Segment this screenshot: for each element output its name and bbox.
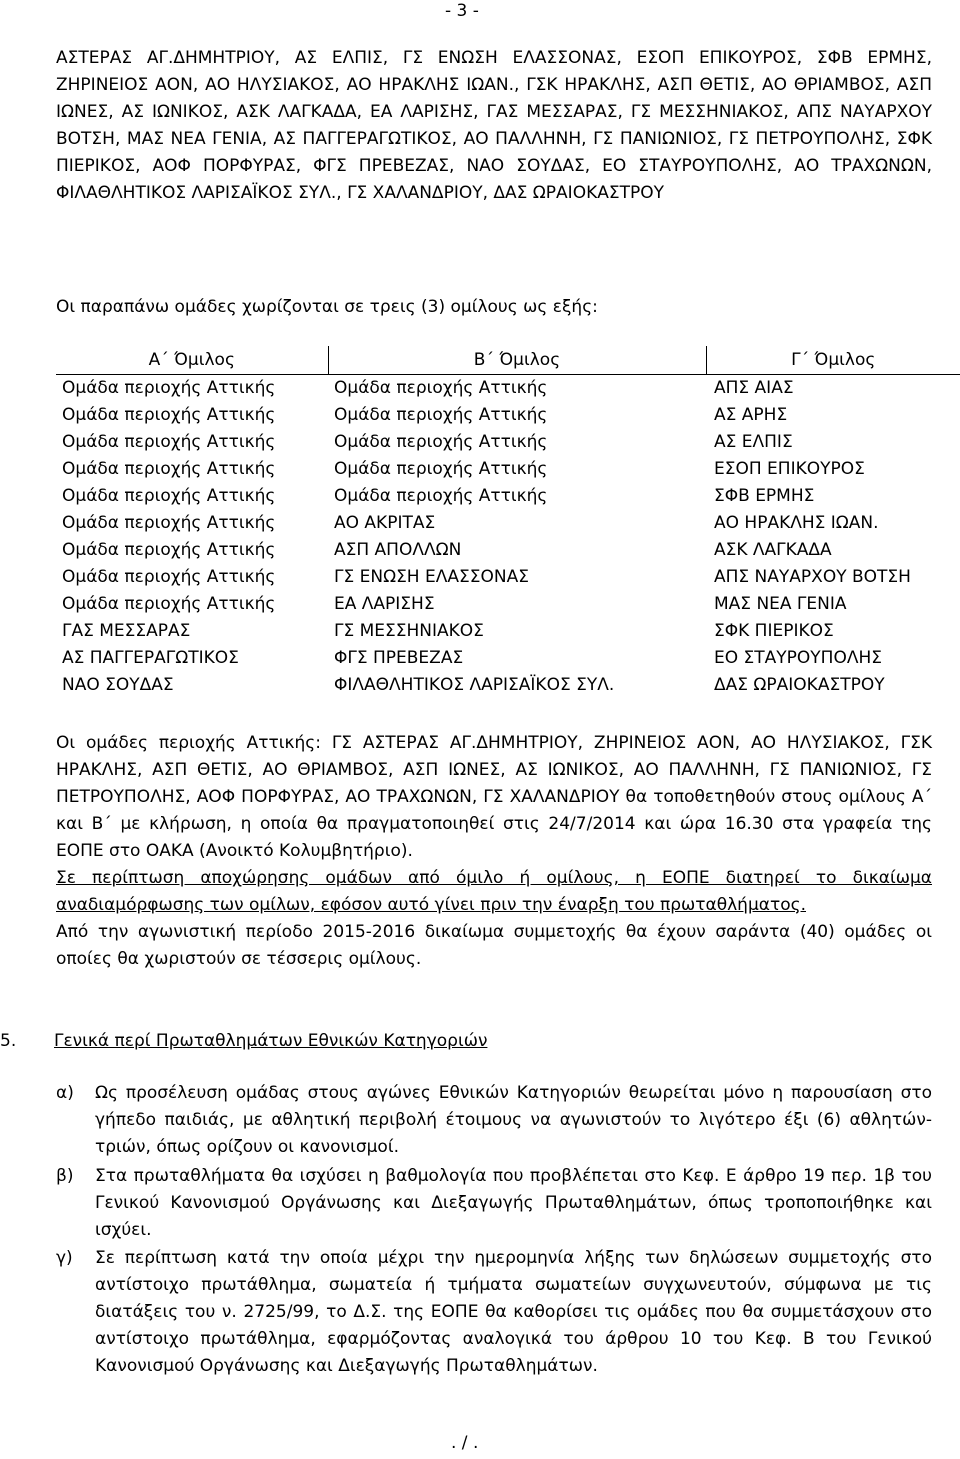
section-item-a (56, 1080, 932, 1161)
group-a-cell: Ομάδα περιοχής Αττικής (62, 432, 276, 452)
future-season-note: Από την αγωνιστική περίοδο 2015-2016 δικαίωμα συμμετοχής θα έχουν σαράντα (40) ομάδες οι οποίες θα χωριστούν σε τέσσερις ομίλους. (56, 922, 932, 969)
table-row (56, 456, 960, 483)
table-row (56, 483, 960, 510)
table-row (56, 537, 960, 564)
teams-paragraph: ΑΣΤΕΡΑΣ ΑΓ.ΔΗΜΗΤΡΙΟΥ, ΑΣ ΕΛΠΙΣ, ΓΣ ΕΝΩΣΗ ΕΛΑΣΣΟΝΑΣ, ΕΣΟΠ ΕΠΙΚΟΥΡΟΣ, ΣΦΒ ΕΡΜΗΣ, ΖΗΡΙΝΕΙΟΣ ΑΟΝ, ΑΟ ΗΛΥΣΙΑΚΟΣ, ΑΟ ΗΡΑΚΛΗΣ ΙΩΑΝ., ΓΣΚ ΗΡΑΚΛΗΣ, ΑΣΠ ΘΕΤΙΣ, ΑΟ ΘΡΙΑΜΒΟΣ, ΑΣΠ ΙΩΝΕΣ, ΑΣ ΙΩΝΙΚΟΣ, ΑΣΚ ΛΑΓΚΑΔΑ, ΕΑ ΛΑΡΙΣΗΣ, ΓΑΣ ΜΕΣΣΑΡΑΣ, ΓΣ ΜΕΣΣΗΝΙΑΚΟΣ, ΑΠΣ ΝΑΥΑΡΧΟΥ ΒΟΤΣΗ, ΜΑΣ ΝΕΑ ΓΕΝΙΑ, ΑΣ ΠΑΓΓΕΡΑΓΩΤΙΚΟΣ, ΑΟ ΠΑΛΛΗΝΗ, ΓΣ ΠΑΝΙΩΝΙΟΣ, ΓΣ ΠΕΤΡΟΥΠΟΛΗΣ, ΣΦΚ ΠΙΕΡΙΚΟΣ, ΑΟΦ ΠΟΡΦΥΡΑΣ, ΦΓΣ ΠΡΕΒΕΖΑΣ, ΝΑΟ ΣΟΥΔΑΣ, ΕΟ ΣΤΑΥΡΟΥΠΟΛΗΣ, ΑΟ ΤΡΑΧΩΝΩΝ, ΦΙΛΑΘΛΗΤΙΚΟΣ ΛΑΡΙΣΑΪΚΟΣ ΣΥΛ., ΓΣ ΧΑΛΑΝΔΡΙΟΥ, ΔΑΣ ΩΡΑΙΟΚΑΣΤΡΟΥ (56, 48, 932, 203)
item-marker: β) (56, 1166, 74, 1186)
group-c-cell: ΑΣ ΕΛΠΙΣ (714, 432, 793, 452)
groups-intro-line: Οι παραπάνω ομάδες χωρίζονται σε τρεις (3) ομίλους ως εξής: (56, 297, 598, 317)
groups-table (56, 346, 960, 699)
item-marker: γ) (56, 1248, 73, 1268)
group-c-cell: ΑΠΣ ΑΙΑΣ (714, 378, 794, 398)
group-a-cell: ΓΑΣ ΜΕΣΣΑΡΑΣ (62, 621, 191, 641)
group-c-cell: ΑΟ ΗΡΑΚΛΗΣ ΙΩΑΝ. (714, 513, 879, 533)
group-b-cell: ΓΣ ΜΕΣΣΗΝΙΑΚΟΣ (334, 621, 484, 641)
table-row (56, 672, 960, 699)
regrouping-right-notice: Σε περίπτωση αποχώρησης ομάδων από όμιλο ή ομίλους, η ΕΟΠΕ διατηρεί το δικαίωμα αναδιαμόρφωσης των ομίλων, εφόσον αυτό γίνει πριν την έναρξη του πρωταθλήματος. (56, 868, 932, 915)
group-a-header: Α΄ Όμιλος (56, 346, 328, 375)
group-b-cell: Ομάδα περιοχής Αττικής (334, 378, 548, 398)
section-item-c (56, 1245, 932, 1380)
group-a-cell: Ομάδα περιοχής Αττικής (62, 378, 276, 398)
group-b-cell: Ομάδα περιοχής Αττικής (334, 486, 548, 506)
attica-teams-text: Οι ομάδες περιοχής Αττικής: ΓΣ ΑΣΤΕΡΑΣ ΑΓ.ΔΗΜΗΤΡΙΟΥ, ΖΗΡΙΝΕΙΟΣ ΑΟΝ, ΑΟ ΗΛΥΣΙΑΚΟΣ, ΓΣΚ ΗΡΑΚΛΗΣ, ΑΣΠ ΘΕΤΙΣ, ΑΟ ΘΡΙΑΜΒΟΣ, ΑΣΠ ΙΩΝΕΣ, ΑΣ ΙΩΝΙΚΟΣ, ΑΟ ΠΑΛΛΗΝΗ, ΓΣ ΠΑΝΙΩΝΙΟΣ, ΓΣ ΠΕΤΡΟΥΠΟΛΗΣ, ΑΟΦ ΠΟΡΦΥΡΑΣ, ΑΟ ΤΡΑΧΩΝΩΝ, ΓΣ ΧΑΛΑΝΔΡΙΟΥ θα τοποθετηθούν στους ομίλους Α΄ και Β΄ με κλήρωση, η οποία θα πραγματοποιηθεί στις 24/7/2014 και ώρα 16.30 στα γραφεία της ΕΟΠΕ στο ΟΑΚΑ (Ανοικτό Κολυμβητήριο). (56, 733, 932, 861)
section-number: 5. (0, 1031, 17, 1051)
table-row (56, 402, 960, 429)
item-text: Στα πρωταθλήματα θα ισχύσει η βαθμολογία που προβλέπεται στο Κεφ. Ε άρθρο 19 περ. 1β του Γενικού Κανονισμού Οργάνωσης και Διεξαγωγής Πρωταθλημάτων, όπως τροποποιήθηκε και ισχύει. (95, 1166, 932, 1240)
group-b-cell: Ομάδα περιοχής Αττικής (334, 405, 548, 425)
item-text: Σε περίπτωση κατά την οποία μέχρι την ημερομηνία λήξης των δηλώσεων συμμετοχής στο αντίστοιχο πρωτάθλημα, σωματεία ή τμήματα σωματείων συγχωνευτούν, σύμφωνα με τις διατάξεις του ν. 2725/99, το Δ.Σ. της ΕΟΠΕ θα καθορίσει τις ομάδες που θα συμμετάσχουν στο αντίστοιχο πρωτάθλημα, εφαρμόζοντας αναλογικά του άρθρου 10 του Κεφ. Β του Γενικού Κανονισμού Οργάνωσης και Διεξαγωγής Πρωταθλημάτων. (95, 1248, 932, 1376)
group-b-cell: ΓΣ ΕΝΩΣΗ ΕΛΑΣΣΟΝΑΣ (334, 567, 529, 587)
table-row (56, 429, 960, 456)
group-a-cell: ΝΑΟ ΣΟΥΔΑΣ (62, 675, 174, 695)
continuation-mark: . / . (451, 1433, 479, 1453)
group-a-cell: Ομάδα περιοχής Αττικής (62, 594, 276, 614)
group-b-cell: Ομάδα περιοχής Αττικής (334, 432, 548, 452)
group-b-cell: ΦΓΣ ΠΡΕΒΕΖΑΣ (334, 648, 464, 668)
section-item-b (56, 1163, 932, 1244)
group-c-cell: ΑΣ ΑΡΗΣ (714, 405, 788, 425)
group-a-cell: Ομάδα περιοχής Αττικής (62, 513, 276, 533)
group-b-header: Β΄ Όμιλος (328, 346, 706, 375)
group-c-cell: ΑΣΚ ΛΑΓΚΑΔΑ (714, 540, 832, 560)
group-a-cell: ΑΣ ΠΑΓΓΕΡΑΓΩΤΙΚΟΣ (62, 648, 239, 668)
table-row (56, 591, 960, 618)
group-b-cell: ΑΟ ΑΚΡΙΤΑΣ (334, 513, 436, 533)
group-c-cell: ΕΣΟΠ ΕΠΙΚΟΥΡΟΣ (714, 459, 865, 479)
group-a-cell: Ομάδα περιοχής Αττικής (62, 405, 276, 425)
group-a-cell: Ομάδα περιοχής Αττικής (62, 459, 276, 479)
page-number: - 3 - (445, 1, 479, 21)
group-a-cell: Ομάδα περιοχής Αττικής (62, 540, 276, 560)
table-row (56, 564, 960, 591)
groups-table-header-row (56, 346, 960, 375)
group-c-cell: ΑΠΣ ΝΑΥΑΡΧΟΥ ΒΟΤΣΗ (714, 567, 911, 587)
group-c-cell: ΣΦΒ ΕΡΜΗΣ (714, 486, 815, 506)
groups-table-body (56, 375, 960, 700)
group-a-cell: Ομάδα περιοχής Αττικής (62, 567, 276, 587)
table-row (56, 645, 960, 672)
group-c-cell: ΜΑΣ ΝΕΑ ΓΕΝΙΑ (714, 594, 847, 614)
section-title: Γενικά περί Πρωταθλημάτων Εθνικών Κατηγοριών (54, 1031, 488, 1051)
item-text: Ως προσέλευση ομάδας στους αγώνες Εθνικών Κατηγοριών θεωρείται μόνο η παρουσίαση στο γήπεδο παιδιάς, με αθλητική περιβολή έτοιμους να αγωνιστούν το λιγότερο έξι (6) αθλητών-τριών, όπως ορίζουν οι κανονισμοί. (95, 1083, 932, 1157)
group-b-cell: ΦΙΛΑΘΛΗΤΙΚΟΣ ΛΑΡΙΣΑΪΚΟΣ ΣΥΛ. (334, 675, 615, 695)
group-b-cell: ΑΣΠ ΑΠΟΛΛΩΝ (334, 540, 462, 560)
table-row (56, 510, 960, 537)
item-marker: α) (56, 1083, 74, 1103)
table-row (56, 375, 960, 403)
table-row (56, 618, 960, 645)
group-c-header: Γ΄ Όμιλος (706, 346, 960, 375)
group-c-cell: ΕΟ ΣΤΑΥΡΟΥΠΟΛΗΣ (714, 648, 882, 668)
group-a-cell: Ομάδα περιοχής Αττικής (62, 486, 276, 506)
attica-paragraph (56, 730, 932, 973)
group-b-cell: Ομάδα περιοχής Αττικής (334, 459, 548, 479)
group-b-cell: ΕΑ ΛΑΡΙΣΗΣ (334, 594, 435, 614)
group-c-cell: ΣΦΚ ΠΙΕΡΙΚΟΣ (714, 621, 834, 641)
group-c-cell: ΔΑΣ ΩΡΑΙΟΚΑΣΤΡΟΥ (714, 675, 885, 695)
